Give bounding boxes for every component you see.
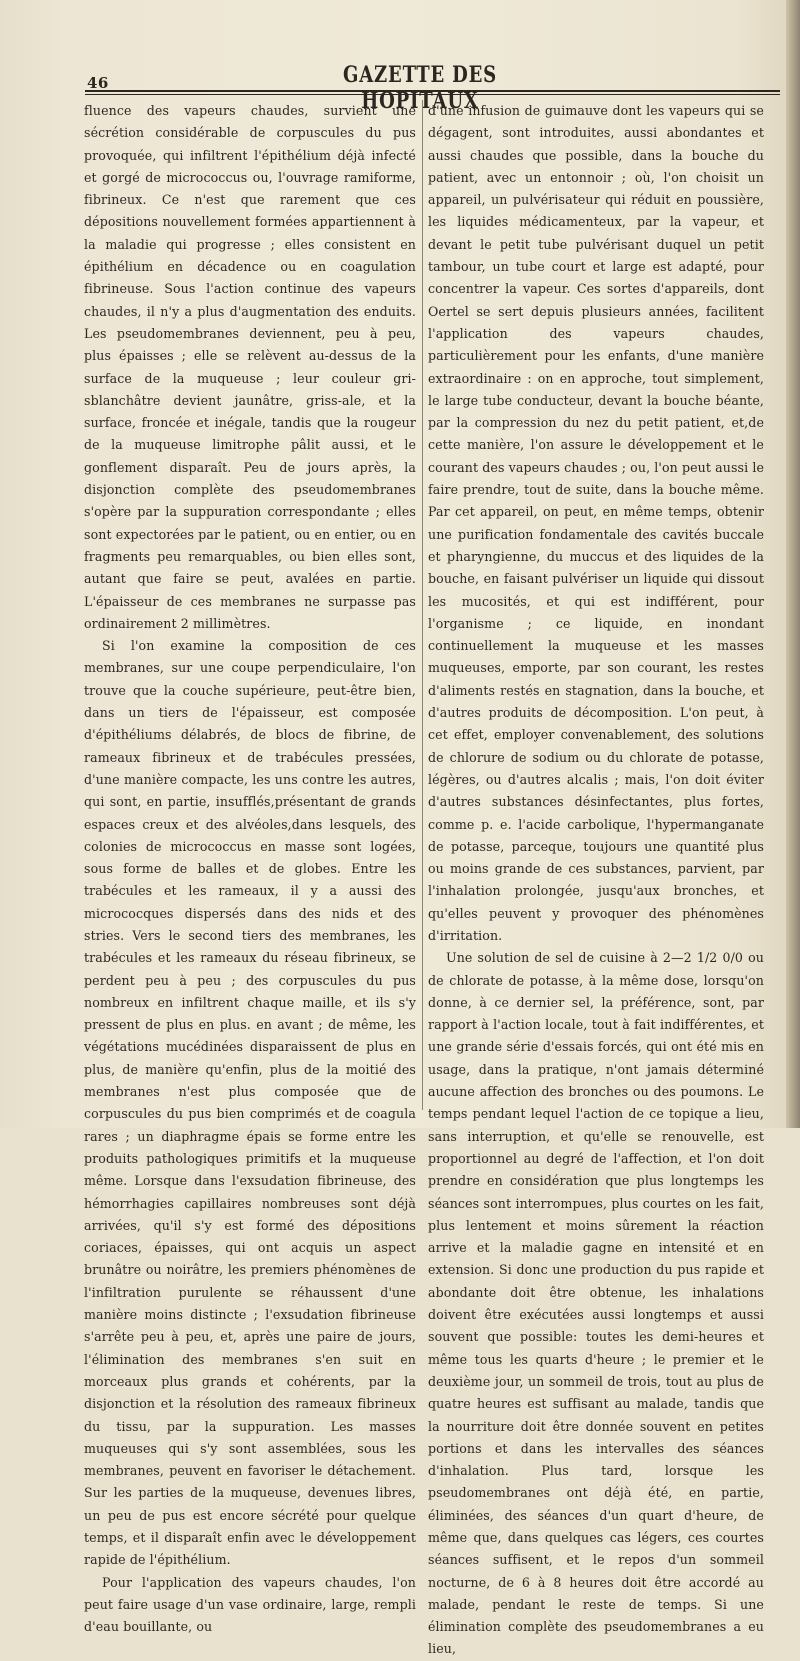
column-divider <box>422 100 423 1110</box>
page-edge-shadow <box>786 0 800 1128</box>
header-rule-thin <box>85 94 780 95</box>
page-number: 46 <box>87 74 109 92</box>
left-column <box>84 100 416 1638</box>
left-paragraph-1: fluence des vapeurs chaudes, survient une sécrétion considérable de corpuscules du pus provoquée, qui infiltrent l'épithélium déjà infecté et gorgé de micrococcus ou, l'ouvrage ramiforme, fibrineux. Ce n'est que rarement que ces dépositions nouvellement formées appartiennent à la maladie qui progresse ; elles consistent en épithélium en décadence ou en coagulation fibrineuse. Sous l'action continue des vapeurs chaudes, il n'y a plus d'augmentation des enduits. Les pseudomembranes deviennent, peu à peu, plus épaisses ; elle se relèvent au-dessus de la surface de la muqueuse ; leur couleur gri-sblanchâtre devient jaunâtre, griss-ale, et la surface, froncée et inégale, tandis que la rougeur de la muqueuse limitrophe pâlit aussi, et le gonflement disparaît. Peu de jours après, la disjonction complète des pseudomembranes s'opère par la suppuration correspondante ; elles sont expectorées par le patient, ou en entier, ou en fragments peu remarquables, ou bien elles sont, autant que faire se peut, avalées en partie. L'épaisseur de ces membranes ne surpasse pas ordinairement 2 millimètres. <box>84 103 416 631</box>
left-paragraph-2: Si l'on examine la composition de ces membranes, sur une coupe perpendiculaire, l'on trouve que la couche supérieure, peut-être bien, dans un tiers de l'épaisseur, est composée d'épithéliums délabrés, de blocs de fibrine, de rameaux fibrineux et de trabécules pressées, d'une manière compacte, les uns contre les autres, qui sont, en partie, insufflés,présentant de grands espaces creux et des alvéoles,dans lesquels, des colonies de micrococcus en masse sont logées, sous forme de balles et de globes. Entre les trabécules et les rameaux, il y a aussi des micrococques dispersés dans des nids et des stries. Vers le second tiers des membranes, les trabécules et les rameaux du réseau fibrineux, se perdent peu à peu ; des corpuscules du pus nombreux en infiltrent chaque maille, et ils s'y pressent de plus en plus. en avant ; de même, les végétations mucédinées disparaissent de plus en plus, de manière qu'enfin, plus de la moitié des membranes n'est plus composée que de corpuscules du pus bien comprimés et de coagula rares ; un diaphragme épais se forme entre les produits pathologiques primitifs et la muqueuse même. Lorsque dans l'exsudation fibrineuse, des hémorrhagies capillaires nombreuses sont déjà arrivées, qu'il s'y est formé des dépositions coriaces, épaisses, qui ont acquis un aspect brunâtre ou noirâtre, les premiers phénomènes de l'infiltration purulente se réhaussent d'une manière moins distincte ; l'exsudation fibrineuse s'arrête peu à peu, et, après une paire de jours, l'élimination des membranes s'en suit en morceaux plus grands et cohérents, par la disjonction et la résolution des rameaux fibrineux du tissu, par la suppuration. Les masses muqueuses qui s'y sont assemblées, sous les membranes, peuvent en favoriser le détachement. Sur les parties de la muqueuse, devenues libres, un peu de pus est encore sécrété pour quelque temps, et il disparaît enfin avec le développement rapide de l'épithélium. <box>84 638 416 1568</box>
right-paragraph-2: Une solution de sel de cuisine à 2—2 1/2 0/0 ou de chlorate de potasse, à la même dose, lorsqu'on donne, à ce dernier sel, la préférence, sont, par rapport à l'action locale, tout à fait indifférentes, et une grande série d'essais forcés, qui ont été mis en usage, dans la pratique, n'ont jamais déterminé aucune affection des bronches ou des poumons. Le temps pendant lequel l'action de ce topique a lieu, sans interruption, et qu'elle se renouvelle, est proportionnel au degré de l'affection, et l'on doit prendre en considération que plus longtemps les séances sont interrompues, plus courtes on les fait, plus lentement et moins sûrement la réaction arrive et la maladie gagne en intensité et en extension. Si donc une production du pus rapide et abondante doit être obtenue, les inhalations doivent être exécutées aussi longtemps et aussi souvent que possible: toutes les demi-heures et même tous les quarts d'heure ; le premier et le deuxième jour, un sommeil de trois, tout au plus de quatre heures est suffisant au malade, tandis que la nourriture doit être donnée souvent en petites portions et dans les intervalles des séances d'inhalation. Plus tard, lorsque les pseudomembranes ont déjà été, en partie, éliminées, des séances d'un quart d'heure, de même que, dans quelques cas légers, ces courtes séances suffisent, et le repos d'un sommeil nocturne, de 6 à 8 heures doit être accordé au malade, pendant le reste de temps. Si une élimination complète des pseudomembranes a eu lieu, <box>428 950 764 1657</box>
right-paragraph-1: d'une infusion de guimauve dont les vapeurs qui se dégagent, sont introduites, aussi abondantes et aussi chaudes que possible, dans la bouche du patient, avec un entonnoir ; où, l'on choisit un appareil, un pulvérisateur qui réduit en poussière, les liquides médicamenteux, par la vapeur, et devant le petit tube pulvérisant duquel un petit tambour, un tube court et large est adapté, pour concentrer la vapeur. Ces sortes d'appareils, dont Oertel se sert depuis plusieurs années, facilitent l'application des vapeurs chaudes, particulièrement pour les enfants, d'une manière extraordinaire : on en approche, tout simplement, le large tube conducteur, devant la bouche béante, par la compression du nez du petit patient, et,de cette manière, l'on assure le développement et le courant des vapeurs chaudes ; ou, l'on peut aussi le faire prendre, tout de suite, dans la bouche même. Par cet appareil, on peut, en même temps, obtenir une purification fondamentale des cavités buccale et pharyngienne, du muccus et des liquides de la bouche, en faisant pulvériser un liquide qui dissout les mucosités, et qui est indifférent, pour l'organisme ; ce liquide, en inondant continuellement la muqueuse et les masses muqueuses, emporte, par son courant, les restes d'aliments restés en stagnation, dans la bouche, et d'autres produits de décomposition. L'on peut, à cet effet, employer convenablement, des solutions de chlorure de sodium ou du chlorate de potasse, légères, ou d'autres alcalis ; mais, l'on doit éviter d'autres substances désinfectantes, plus fortes, comme p. e. l'acide carbolique, l'hypermanganate de potasse, parceque, toujours une quantité plus ou moins grande de ces substances, parvient, par l'inhalation prolongée, jusqu'aux bronches, et qu'elles peuvent y provoquer des phénomènes d'irritation. <box>428 103 765 943</box>
right-column <box>428 100 764 1661</box>
header-rule <box>85 90 780 92</box>
left-paragraph-3: Pour l'application des vapeurs chaudes, l'on peut faire usage d'un vase ordinaire, large, rempli d'eau bouillante, ou <box>84 1574 416 1635</box>
running-head-title: GAZETTE DES HOPITAUX <box>342 62 498 114</box>
